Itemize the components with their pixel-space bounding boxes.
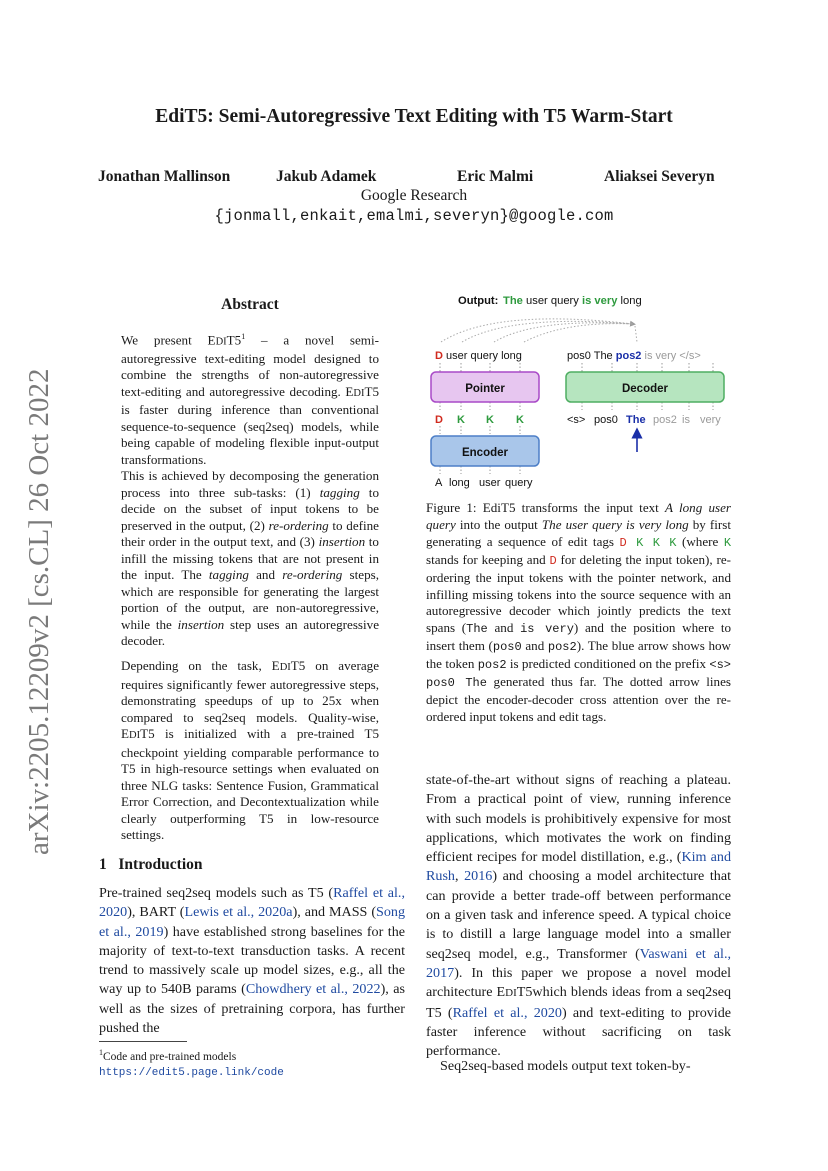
citation-kim-rush-year[interactable]: 2016 (464, 868, 493, 885)
paper-title: EdiT5: Semi-Autoregressive Text Editing with T5 Warm-Start (155, 106, 673, 127)
figure-1-caption: Figure 1: EdiT5 transforms the input text A long user query into the output The user query is very long by first generating a sequence of edit tags D K K K (where K stands for keeping and D for deleting the input token), re-ordering the input tokens with the pointer network, and infilling missing tokens into the source sequence with an autoregressive decoder which jointly predicts the text spans (The and is very) and the position where to insert them (pos0 and pos2). The blue arrow shows how the token pos2 is predicted conditioned on the prefix <s> pos0 The generated thus far. The dotted arrow lines depict the encoder-decoder cross attention over the re-ordered input tokens and edit tags. (426, 500, 732, 724)
author-emails: {jonmall,enkait,emalmi,severyn}@google.com (214, 207, 614, 225)
citation-raffel-2020[interactable]: Raffel et al., 2020 (99, 885, 405, 921)
pointer-label: Pointer (465, 383, 505, 395)
author-1: Jonathan Mallinson (98, 168, 231, 185)
abstract-paragraph-1: We present $EDIT5^1$ – a novel semi-autoregressive text-editing model designed to combine the strengths of non-autoregressive text-editing and autoregressive decoding. EDIT5 is faster during inference than conventional sequence-to-sequence (seq2seq) models, while being capable of modeling flexible input-output transformations. (121, 332, 379, 467)
right-column-paragraph: state-of-the-art without signs of reaching a plateau. From a practical point of view, running inference with such models is prohibitively expensive for most applications, which motivates the work on finding efficient recipes for model distillation, e.g., (Kim and Rush, 2016) and choosing a model architecture that can provide a better trade-off between performance on a given task and inference speed. A typical choice is to distill a large language model into a smaller seq2seq model, e.g., Transformer (Vaswani et al., 2017). In this paper we propose a novel model architecture EDIT5which blends ideas from a seq2seq T5 (Raffel et al., 2020) and text-editing to provide faster inference without sacrificing on task performance. (426, 772, 732, 1060)
figure-decoder-output: pos0 The pos2 is very </s> (567, 350, 701, 362)
section-heading-introduction: 1 Introduction (99, 856, 203, 873)
footnote: $^1$Code and pre-trained models https://edit5.page.link/code (99, 1048, 284, 1079)
figure-input-tokens: A long user query (435, 477, 533, 489)
abstract-paragraph-2: This is achieved by decomposing the generation process into three sub-tasks: (1) tagging to decide on the subset of input tokens to be preserved in the output, (2) re-ordering to define their order in the output text, and (3) insertion to infill the missing tokens that are not present in the input. The tagging and re-ordering steps, which are responsible for generating the largest portion of the output, are non-autoregressive, while the insertion step uses an autoregressive decoder. (121, 468, 380, 648)
figure-reordered-tokens: D user query long (435, 350, 522, 362)
abstract-paragraph-3: Depending on the task, EDIT5 on average requires significantly fewer autoregressive steps, demonstrating speedups of up to 25x when compared to seq2seq models. Quality-wise, EDIT5 is initialized with a pre-trained T5 checkpoint yielding comparable performance to T5 in high-resource settings when evaluated on three NLG tasks: Sentence Fusion, Grammatical Error Correction, and Decontextualization while clearly outperforming T5 in low-resource settings. (121, 658, 380, 842)
affiliation: Google Research (360, 187, 468, 204)
citation-lewis-2020a[interactable]: Lewis et al., 2020a (184, 904, 293, 921)
citation-song-2019[interactable]: Song et al., 2019 (99, 904, 405, 940)
citation-kim-rush[interactable]: Kim and Rush (426, 849, 731, 885)
arxiv-stamp: arXiv:2205.12209v2 [cs.CL] 26 Oct 2022 (23, 368, 55, 855)
footnote-rule (99, 1041, 187, 1042)
encoder-label: Encoder (461, 447, 509, 459)
figure-output-label: Output: (458, 295, 499, 307)
right-column-paragraph-2: Seq2seq-based models output text token-by- (440, 1058, 691, 1074)
introduction-paragraph: Pre-trained seq2seq models such as T5 (Raffel et al., 2020), BART (Lewis et al., 2020a), and MASS (Song et al., 2019) have established strong baselines for the majority of text-to-text transduction tasks. A recent trend to massively scale up model sizes, e.g., all the way up to 540B params (Chowdhery et al., 2022), as well as the sizes of pretraining corpora, has further pushed the (99, 885, 406, 1037)
citation-raffel-2020-b[interactable]: Raffel et al., 2020 (452, 1004, 562, 1021)
figure-decoder-input: <s> pos0 The pos2 is very (567, 414, 721, 426)
figure-1-diagram (415, 286, 745, 498)
author-3: Eric Malmi (457, 168, 534, 185)
figure-edit-tags: D K K K (435, 414, 524, 426)
citation-chowdhery-2022[interactable]: Chowdhery et al., 2022 (245, 981, 381, 998)
abstract-heading: Abstract (221, 296, 279, 313)
decoder-label: Decoder (621, 383, 669, 395)
footnote-mark: 1 (241, 332, 246, 341)
figure-output-text: The user query is very long (503, 295, 642, 307)
cross-attention-arcs (441, 319, 637, 342)
author-2: Jakub Adamek (276, 168, 377, 185)
citation-vaswani-2017[interactable]: Vaswani et al., 2017 (426, 945, 731, 981)
code-link[interactable]: https://edit5.page.link/code (99, 1066, 284, 1079)
author-4: Aliaksei Severyn (604, 168, 715, 185)
